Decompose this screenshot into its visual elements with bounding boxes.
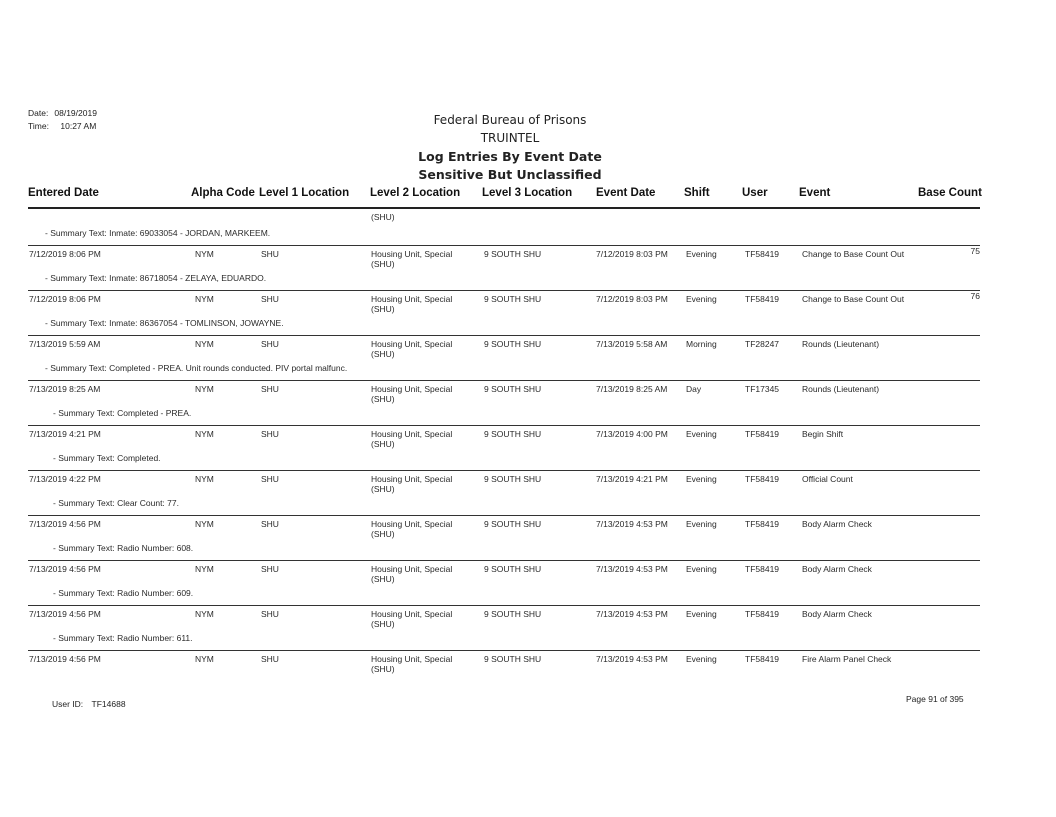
entered-date-cell: 7/13/2019 4:56 PM	[29, 654, 101, 664]
shift-cell: Morning	[686, 339, 717, 349]
entered-date-cell: 7/12/2019 8:06 PM	[29, 294, 101, 304]
event-cell: Body Alarm Check	[802, 519, 872, 529]
base-count-cell: 76	[970, 291, 980, 301]
event-date-cell: 7/12/2019 8:03 PM	[596, 294, 668, 304]
entered-date-cell: 7/13/2019 4:56 PM	[29, 609, 101, 619]
user-cell: TF17345	[745, 384, 780, 394]
row-rule	[28, 470, 980, 471]
summary-text: - Summary Text: Radio Number: 611.	[53, 633, 193, 643]
event-cell: Change to Base Count Out	[802, 294, 905, 304]
alpha-code-cell: NYM	[195, 609, 214, 619]
event-cell: Change to Base Count Out	[802, 249, 905, 259]
footer-user-label: User ID:	[52, 699, 84, 709]
level2-cell: Housing Unit, Special (SHU)	[371, 654, 453, 674]
event-cell: Body Alarm Check	[802, 564, 872, 574]
event-cell: Body Alarm Check	[802, 609, 872, 619]
row-rule	[28, 605, 980, 606]
shift-cell: Evening	[686, 429, 717, 439]
level3-cell: 9 SOUTH SHU	[484, 609, 542, 619]
shift-cell: Evening	[686, 609, 717, 619]
date-value: 08/19/2019	[54, 108, 97, 118]
user-cell: TF58419	[745, 609, 780, 619]
shift-cell: Evening	[686, 474, 717, 484]
carryover-level2: (SHU)	[371, 212, 395, 222]
alpha-code-cell: NYM	[195, 249, 214, 259]
summary-text: - Summary Text: Completed - PREA.	[53, 408, 192, 418]
entered-date-cell: 7/12/2019 8:06 PM	[29, 249, 101, 259]
event-date-cell: 7/13/2019 4:53 PM	[596, 519, 668, 529]
shift-cell: Evening	[686, 564, 717, 574]
alpha-code-cell: NYM	[195, 519, 214, 529]
event-cell: Rounds (Lieutenant)	[802, 384, 880, 394]
col-event: Event	[799, 187, 831, 199]
report-title: Log Entries By Event Date	[418, 149, 602, 164]
level2-cell: Housing Unit, Special (SHU)	[371, 609, 453, 629]
level2-cell: Housing Unit, Special (SHU)	[371, 294, 453, 314]
carryover-summary: - Summary Text: Inmate: 69033054 - JORDAN, MARKEEM.	[45, 228, 271, 238]
summary-text: - Summary Text: Radio Number: 608.	[53, 543, 194, 553]
classification-title: Sensitive But Unclassified	[418, 167, 602, 182]
level3-cell: 9 SOUTH SHU	[484, 474, 542, 484]
level1-cell: SHU	[261, 384, 279, 394]
col-shift: Shift	[684, 187, 710, 199]
alpha-code-cell: NYM	[195, 564, 214, 574]
shift-cell: Evening	[686, 654, 717, 664]
user-cell: TF58419	[745, 474, 780, 484]
entered-date-cell: 7/13/2019 4:21 PM	[29, 429, 101, 439]
entered-date-cell: 7/13/2019 8:25 AM	[29, 384, 101, 394]
level2-cell: Housing Unit, Special (SHU)	[371, 249, 453, 269]
row-rule	[28, 425, 980, 426]
level2-cell: Housing Unit, Special (SHU)	[371, 474, 453, 494]
time-value: 10:27 AM	[60, 121, 97, 131]
event-cell: Fire Alarm Panel Check	[802, 654, 892, 664]
level3-cell: 9 SOUTH SHU	[484, 249, 542, 259]
event-date-cell: 7/13/2019 4:53 PM	[596, 609, 668, 619]
entered-date-cell: 7/13/2019 4:56 PM	[29, 564, 101, 574]
footer-user	[52, 699, 126, 709]
alpha-code-cell: NYM	[195, 384, 214, 394]
event-date-cell: 7/13/2019 4:53 PM	[596, 654, 668, 664]
user-cell: TF58419	[745, 564, 780, 574]
summary-text: - Summary Text: Inmate: 86718054 - ZELAYA, EDUARDO.	[45, 273, 267, 283]
user-cell: TF28247	[745, 339, 780, 349]
event-date-cell: 7/13/2019 4:53 PM	[596, 564, 668, 574]
level1-cell: SHU	[261, 339, 279, 349]
entered-date-cell: 7/13/2019 4:56 PM	[29, 519, 101, 529]
summary-text: - Summary Text: Clear Count: 77.	[53, 498, 179, 508]
level3-cell: 9 SOUTH SHU	[484, 429, 542, 439]
level2-cell: Housing Unit, Special (SHU)	[371, 384, 453, 404]
user-cell: TF58419	[745, 429, 780, 439]
event-date-cell: 7/13/2019 4:00 PM	[596, 429, 668, 439]
header-rule	[28, 207, 980, 209]
agency-title: Federal Bureau of Prisons	[433, 113, 587, 127]
level2-cell: Housing Unit, Special (SHU)	[371, 519, 453, 539]
col-level3: Level 3 Location	[482, 187, 573, 199]
row-rule	[28, 560, 980, 561]
col-entered-date: Entered Date	[28, 187, 99, 199]
summary-text: - Summary Text: Radio Number: 609.	[53, 588, 194, 598]
alpha-code-cell: NYM	[195, 294, 214, 304]
alpha-code-cell: NYM	[195, 429, 214, 439]
level2-cell: Housing Unit, Special (SHU)	[371, 564, 453, 584]
event-date-cell: 7/13/2019 5:58 AM	[596, 339, 668, 349]
summary-text: - Summary Text: Completed - PREA. Unit rounds conducted. PIV portal malfunc.	[45, 363, 348, 373]
level3-cell: 9 SOUTH SHU	[484, 519, 542, 529]
shift-cell: Evening	[686, 294, 717, 304]
level1-cell: SHU	[261, 429, 279, 439]
level3-cell: 9 SOUTH SHU	[484, 384, 542, 394]
user-cell: TF58419	[745, 519, 780, 529]
level1-cell: SHU	[261, 294, 279, 304]
level2-cell: Housing Unit, Special (SHU)	[371, 339, 453, 359]
base-count-cell: 75	[970, 246, 980, 256]
col-user: User	[742, 187, 768, 199]
event-cell: Official Count	[802, 474, 853, 484]
level1-cell: SHU	[261, 474, 279, 484]
alpha-code-cell: NYM	[195, 339, 214, 349]
shift-cell: Evening	[686, 249, 717, 259]
level1-cell: SHU	[261, 564, 279, 574]
col-level1: Level 1 Location	[259, 187, 350, 199]
col-event-date: Event Date	[596, 187, 656, 199]
row-rule	[28, 335, 980, 336]
entered-date-cell: 7/13/2019 4:22 PM	[29, 474, 101, 484]
level1-cell: SHU	[261, 249, 279, 259]
event-cell: Rounds (Lieutenant)	[802, 339, 880, 349]
level3-cell: 9 SOUTH SHU	[484, 339, 542, 349]
level2-cell: Housing Unit, Special (SHU)	[371, 429, 453, 449]
report-time	[28, 121, 96, 131]
alpha-code-cell: NYM	[195, 654, 214, 664]
shift-cell: Evening	[686, 519, 717, 529]
event-date-cell: 7/13/2019 8:25 AM	[596, 384, 668, 394]
system-title: TRUINTEL	[480, 131, 540, 145]
page-number: Page 91 of 395	[906, 694, 964, 704]
user-cell: TF58419	[745, 294, 780, 304]
col-level2: Level 2 Location	[370, 187, 461, 199]
event-date-cell: 7/13/2019 4:21 PM	[596, 474, 668, 484]
summary-text: - Summary Text: Completed.	[53, 453, 161, 463]
col-base-count: Base Count	[918, 187, 982, 199]
footer-user-value: TF14688	[91, 699, 126, 709]
report-date	[28, 108, 97, 118]
event-date-cell: 7/12/2019 8:03 PM	[596, 249, 668, 259]
row-rule	[28, 380, 980, 381]
entered-date-cell: 7/13/2019 5:59 AM	[29, 339, 101, 349]
level1-cell: SHU	[261, 609, 279, 619]
date-label: Date:	[28, 108, 49, 118]
row-rule	[28, 650, 980, 651]
level3-cell: 9 SOUTH SHU	[484, 294, 542, 304]
level3-cell: 9 SOUTH SHU	[484, 564, 542, 574]
alpha-code-cell: NYM	[195, 474, 214, 484]
level1-cell: SHU	[261, 654, 279, 664]
user-cell: TF58419	[745, 654, 780, 664]
shift-cell: Day	[686, 384, 702, 394]
event-cell: Begin Shift	[802, 429, 844, 439]
level1-cell: SHU	[261, 519, 279, 529]
row-rule	[28, 290, 980, 291]
row-rule	[28, 245, 980, 246]
row-rule	[28, 515, 980, 516]
col-alpha-code: Alpha Code	[191, 187, 255, 199]
time-label: Time:	[28, 121, 49, 131]
level3-cell: 9 SOUTH SHU	[484, 654, 542, 664]
summary-text: - Summary Text: Inmate: 86367054 - TOMLINSON, JOWAYNE.	[45, 318, 284, 328]
user-cell: TF58419	[745, 249, 780, 259]
